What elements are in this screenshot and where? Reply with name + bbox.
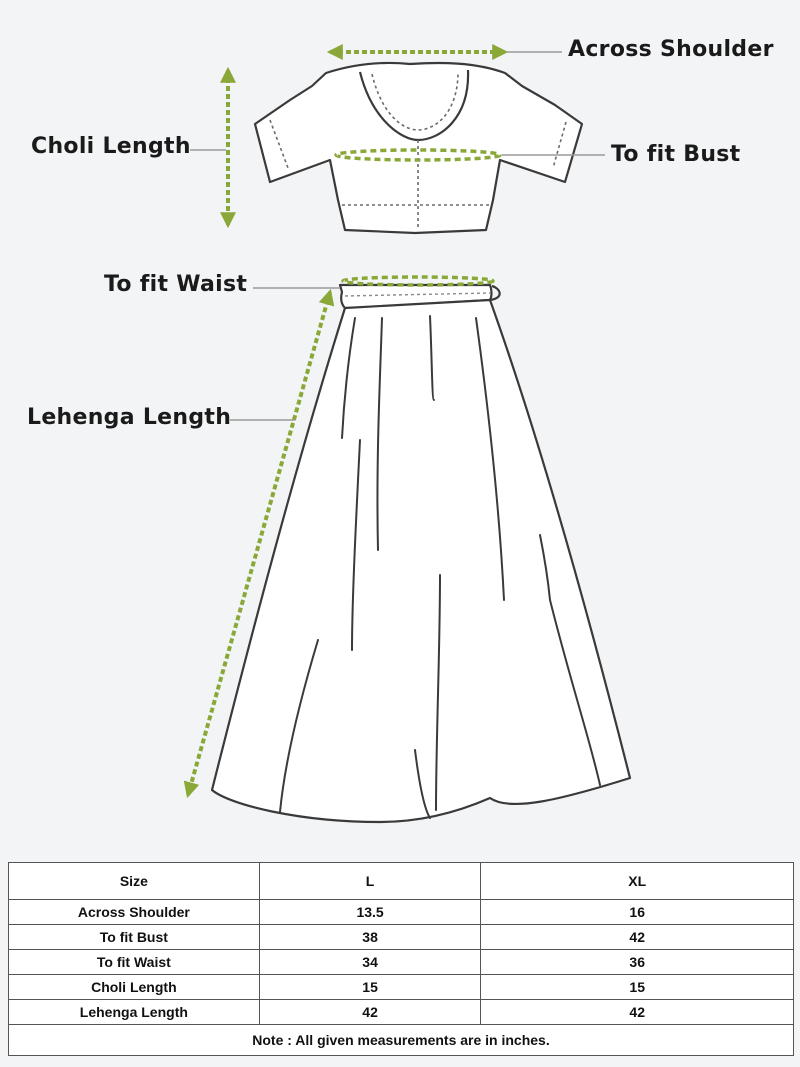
value-xl: 42 — [481, 1000, 794, 1025]
waist-line-indicator — [343, 277, 493, 285]
header-size: Size — [9, 863, 260, 900]
header-xl: XL — [481, 863, 794, 900]
row-label: Across Shoulder — [9, 900, 260, 925]
value-xl: 16 — [481, 900, 794, 925]
row-label: To fit Bust — [9, 925, 260, 950]
row-label: Choli Length — [9, 975, 260, 1000]
value-l: 13.5 — [259, 900, 481, 925]
header-l: L — [259, 863, 481, 900]
to-fit-bust-label: To fit Bust — [611, 142, 741, 167]
measurement-note: Note : All given measurements are in inches. — [9, 1025, 794, 1056]
lehenga-outline — [212, 285, 630, 822]
table-row — [9, 925, 794, 950]
value-l: 38 — [259, 925, 481, 950]
lehenga-length-label: Lehenga Length — [27, 405, 232, 430]
table-row — [9, 975, 794, 1000]
choli-length-label: Choli Length — [31, 134, 191, 159]
table-row — [9, 950, 794, 975]
table-row — [9, 900, 794, 925]
value-l: 34 — [259, 950, 481, 975]
value-xl: 15 — [481, 975, 794, 1000]
value-xl: 36 — [481, 950, 794, 975]
across-shoulder-label: Across Shoulder — [568, 37, 774, 62]
table-note-row — [9, 1025, 794, 1056]
row-label: Lehenga Length — [9, 1000, 260, 1025]
table-row — [9, 1000, 794, 1025]
value-xl: 42 — [481, 925, 794, 950]
value-l: 15 — [259, 975, 481, 1000]
row-label: To fit Waist — [9, 950, 260, 975]
value-l: 42 — [259, 1000, 481, 1025]
table-header-row — [9, 863, 794, 900]
to-fit-waist-label: To fit Waist — [104, 272, 248, 297]
size-chart-table — [8, 862, 794, 1056]
